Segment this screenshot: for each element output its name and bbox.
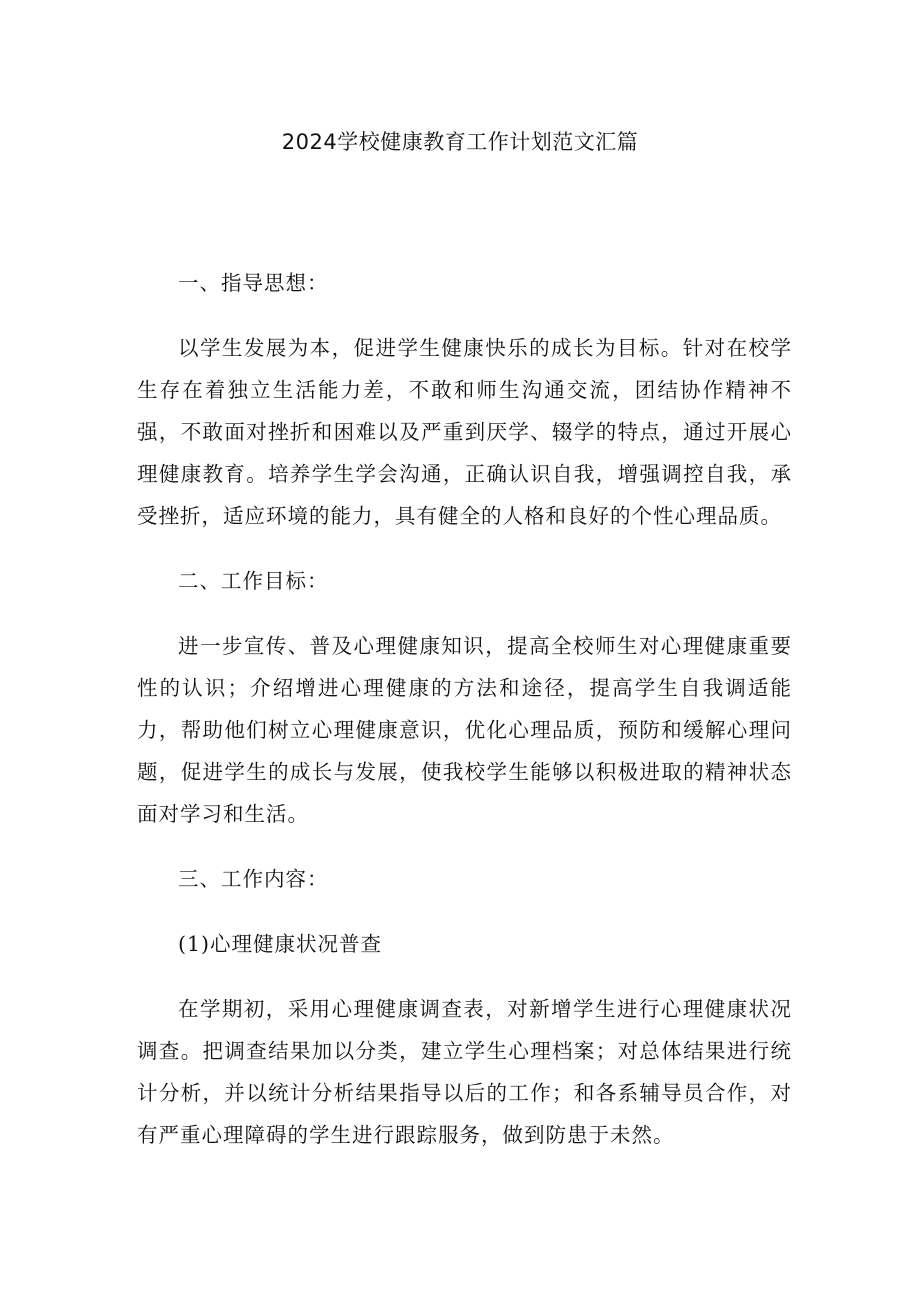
document-title: 2024学校健康教育工作计划范文汇篇 bbox=[281, 130, 639, 154]
section-heading-work-content: 三、工作内容： bbox=[178, 867, 329, 891]
document-body bbox=[137, 262, 792, 1179]
paragraph-work-goals: 进一步宣传、普及心理健康知识，提高全校师生对心理健康重要性的认识；介绍增进心理健康的方法和途径，提高学生自我调适能力，帮助他们树立心理健康意识，优化心理品质，预防和缓解心理问题，促进学生的成长与发展，使我校学生能够以积极进取的精神状态面对学习和生活。 bbox=[137, 634, 792, 826]
paragraph-guiding-ideology: 以学生发展为本，促进学生健康快乐的成长为目标。针对在校学生存在着独立生活能力差，不敢和师生沟通交流，团结协作精神不强，不敢面对挫折和困难以及严重到厌学、辍学的特点，通过开展心理健康教育。培养学生学会沟通，正确认识自我，增强调控自我，承受挫折，适应环境的能力，具有健全的人格和良好的个性心理品质。 bbox=[137, 336, 792, 528]
subsection-heading-survey: (1)心理健康状况普查 bbox=[178, 932, 383, 956]
section-heading-work-goals: 二、工作目标： bbox=[178, 569, 329, 593]
paragraph-survey: 在学期初，采用心理健康调查表，对新增学生进行心理健康状况调查。把调查结果加以分类，建立学生心理档案；对总体结果进行统计分析，并以统计分析结果指导以后的工作；和各系辅导员合作，对有严重心理障碍的学生进行跟踪服务，做到防患于未然。 bbox=[137, 997, 792, 1147]
section-heading-guiding-ideology: 一、指导思想： bbox=[178, 271, 329, 295]
